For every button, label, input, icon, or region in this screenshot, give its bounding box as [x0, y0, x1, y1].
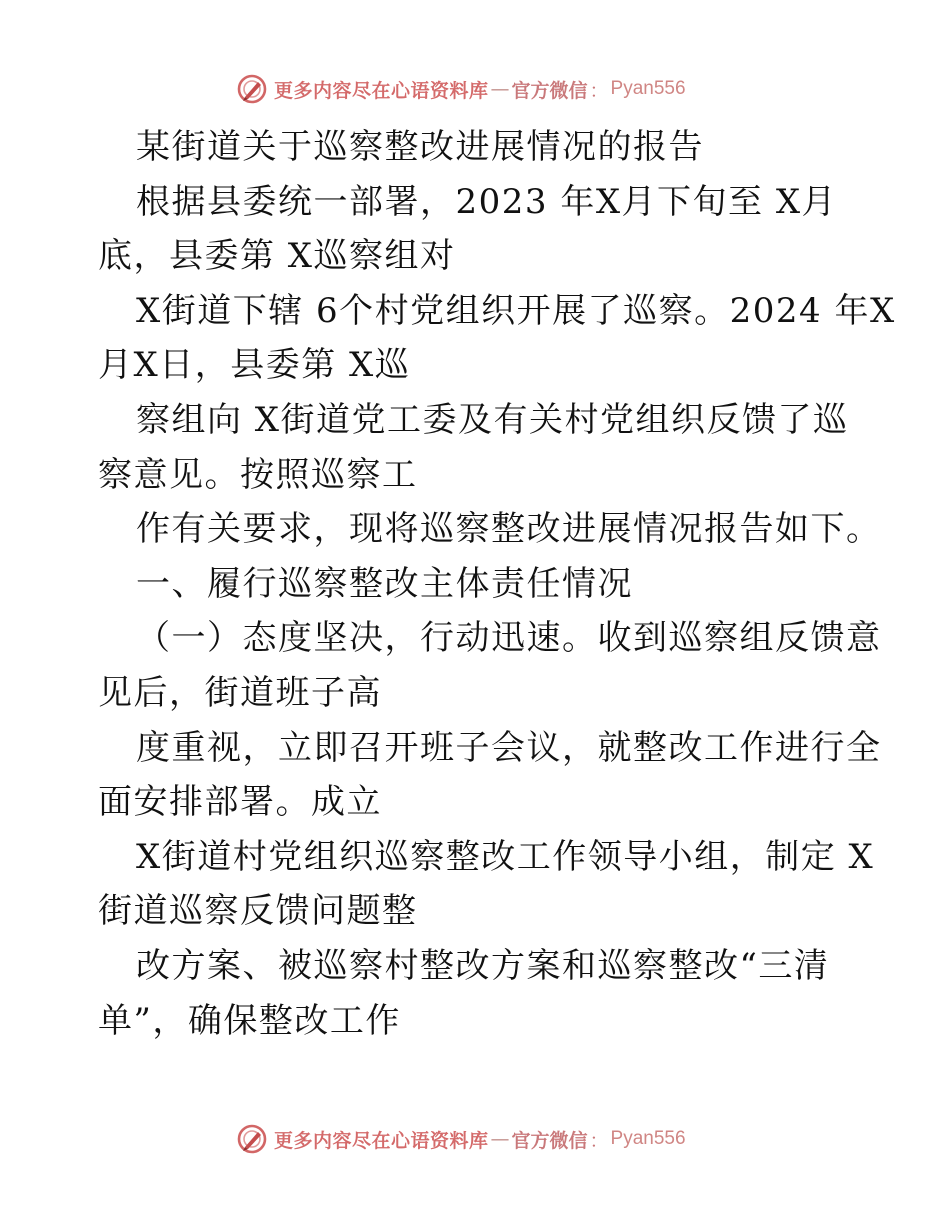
text-line: 街道巡察反馈问题整 [98, 891, 418, 932]
text-line: 改方案、被巡察村整改方案和巡察整改“三清 [136, 945, 830, 986]
watermark-dash: — [490, 1128, 510, 1150]
pen-logo-icon [236, 73, 268, 105]
text-line: 察意见。按照巡察工 [98, 454, 418, 495]
text-line: 月X日，县委第 X巡 [98, 345, 411, 386]
text-line: 根据县委统一部署，2023 年X月下旬至 X月 [136, 181, 838, 222]
text-line: 察组向 X街道党工委及有关村党组织反馈了巡 [136, 399, 849, 440]
text-line: 底，县委第 X巡察组对 [98, 236, 456, 277]
text-line: X街道村党组织巡察整改工作领导小组，制定 X [136, 836, 875, 877]
text-line: 面安排部署。成立 [98, 782, 382, 823]
text-line: 度重视，立即召开班子会议，就整改工作进行全 [136, 727, 882, 768]
document-body [98, 120, 896, 1048]
watermark-wechat-id: Pyan556 [610, 78, 686, 99]
section-heading: 一、履行巡察整改主体责任情况 [136, 563, 633, 604]
watermark-dash: — [490, 78, 510, 100]
watermark-colon: ： [589, 1129, 609, 1152]
header-watermark [236, 72, 686, 106]
text-line: （一）态度坚决，行动迅速。收到巡察组反馈意 [136, 618, 882, 659]
footer-watermark [236, 1122, 686, 1156]
watermark-text: 更多内容尽在心语资料库 [274, 79, 489, 102]
watermark-label: 官方微信 [511, 79, 588, 102]
pen-logo-icon [236, 1123, 268, 1155]
text-line: 单”，确保整改工作 [98, 1000, 401, 1041]
watermark-colon: ： [589, 79, 609, 102]
text-line: 作有关要求，现将巡察整改进展情况报告如下。 [136, 509, 882, 550]
watermark-text: 更多内容尽在心语资料库 [274, 1129, 489, 1152]
text-line: X街道下辖 6个村党组织开展了巡察。2024 年X [136, 290, 896, 331]
document-title: 某街道关于巡察整改进展情况的报告 [136, 127, 704, 167]
text-line: 见后，街道班子高 [98, 672, 382, 713]
watermark-wechat-id: Pyan556 [610, 1128, 686, 1149]
watermark-label: 官方微信 [511, 1129, 588, 1152]
